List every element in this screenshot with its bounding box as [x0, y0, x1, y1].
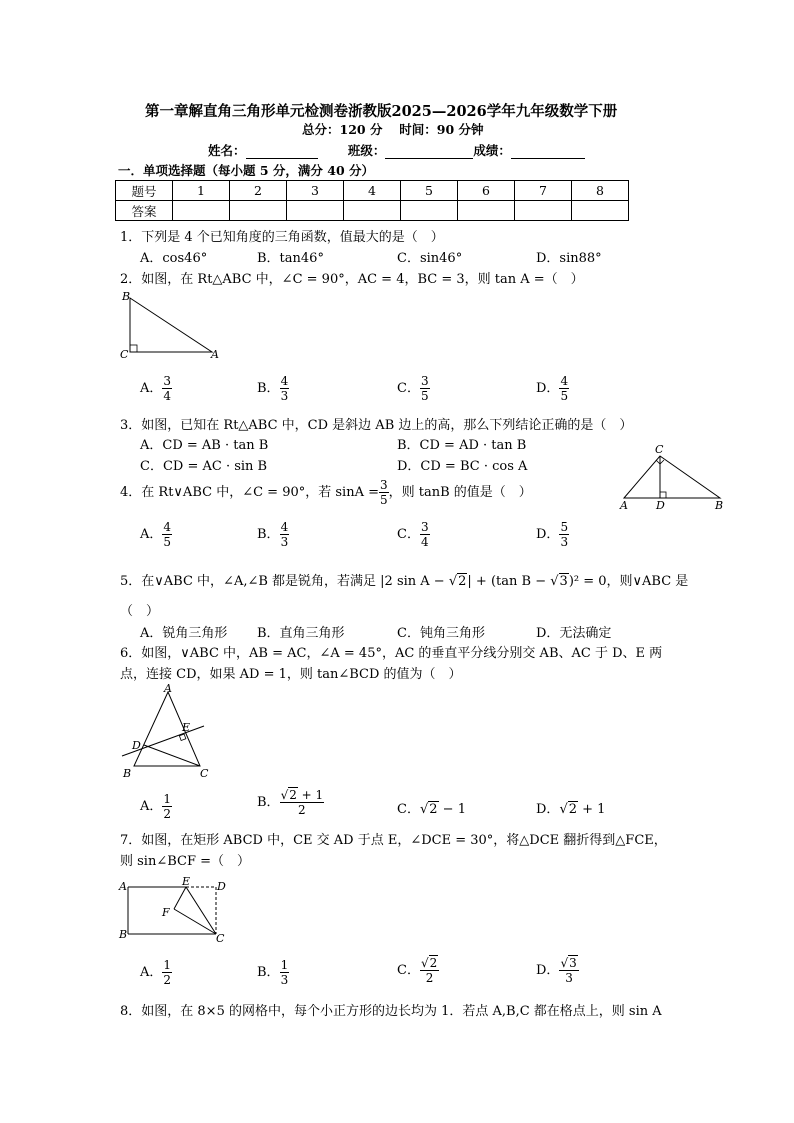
- q2-option-d: D． $\frac{4}{5}$: [536, 374, 569, 403]
- q7-option-a: A． $\frac{1}{2}$: [140, 958, 172, 987]
- q7-rectangle-figure: [116, 876, 232, 946]
- q3-option-d: D．CD = BC · cos A: [397, 459, 528, 474]
- q6-label-c: C: [200, 767, 209, 780]
- q7-label-c: C: [216, 932, 225, 945]
- q6-label-e: E: [182, 721, 191, 734]
- q2-label-b: B: [122, 290, 131, 303]
- q1-option-b: B．tan46°: [257, 251, 324, 266]
- answer-cell[interactable]: [173, 201, 230, 221]
- q2-label-a: A: [211, 348, 219, 361]
- q6-option-a: A． $\frac{1}{2}$: [140, 792, 172, 821]
- question-6-stem-line2: 点，连接 CD，如果 AD = 1，则 tan∠BCD 的值为（ ）: [120, 667, 462, 682]
- q5-option-a: A．锐角三角形: [140, 626, 228, 641]
- table-header: 题号: [116, 181, 173, 201]
- answer-cell[interactable]: [344, 201, 401, 221]
- q7-label-e: E: [182, 876, 191, 888]
- question-6-stem-line1: 6．如图，∨ABC 中，AB = AC，∠A = 45°，AC 的垂直平分线分别交 AB、AC 于 D、E 两: [120, 646, 663, 661]
- answer-table: [115, 180, 629, 221]
- q1-option-c: C．sin46°: [397, 251, 463, 266]
- table-cell: 4: [344, 181, 401, 201]
- student-info: [208, 141, 585, 159]
- score-label: 成绩：: [473, 143, 511, 158]
- q4-option-a: A． $\frac{4}{5}$: [140, 520, 172, 549]
- answer-cell[interactable]: [515, 201, 572, 221]
- q6-label-b: B: [123, 767, 132, 780]
- q3-triangle-figure: [616, 442, 728, 512]
- answer-cell[interactable]: [572, 201, 629, 221]
- q2-option-b: B． $\frac{4}{3}$: [257, 374, 289, 403]
- q1-option-a: A．cos46°: [140, 251, 208, 266]
- q7-option-c: C． $\frac{√2}{2}$: [397, 956, 438, 985]
- answer-cell[interactable]: [458, 201, 515, 221]
- class-label: 班级：: [347, 143, 386, 158]
- q6-triangle-figure: [116, 682, 216, 782]
- answer-cell[interactable]: [230, 201, 287, 221]
- table-cell: 1: [173, 181, 230, 201]
- q7-label-f: F: [162, 906, 170, 919]
- q3-option-b: B．CD = AD · tan B: [397, 438, 527, 453]
- name-label: 姓名：: [208, 143, 246, 158]
- q3-label-d: D: [656, 499, 665, 512]
- table-cell: 5: [401, 181, 458, 201]
- table-cell: 6: [458, 181, 515, 201]
- q5-option-c: C．钝角三角形: [397, 626, 485, 641]
- question-2-stem: 2．如图，在 Rt△ABC 中，∠C = 90°，AC = 4，BC = 3，则 tan A =（ ）: [120, 272, 584, 287]
- table-cell: 2: [230, 181, 287, 201]
- table-cell: 7: [515, 181, 572, 201]
- q5-answer-paren: （ ）: [120, 604, 160, 619]
- q6-label-a: A: [164, 682, 172, 695]
- question-8-stem: 8．如图，在 8×5 的网格中，每个小正方形的边长均为 1．若点 A,B,C 都在格点上，则 sin A: [120, 1004, 662, 1019]
- score-field[interactable]: [511, 146, 585, 159]
- q3-label-b: B: [715, 499, 724, 512]
- table-cell: 3: [287, 181, 344, 201]
- q3-option-a: A．CD = AB · tan B: [140, 438, 269, 453]
- question-5-stem: 5．在∨ABC 中，∠A,∠B 都是锐角，若满足 |2 sin A − √2| + (tan B − √3)² = 0，则∨ABC 是: [120, 574, 689, 589]
- q4-option-b: B． $\frac{4}{3}$: [257, 520, 289, 549]
- q2-option-a: A． $\frac{3}{4}$: [140, 374, 172, 403]
- answer-cell[interactable]: [287, 201, 344, 221]
- section-title: 一．单项选择题（每小题 5 分，满分 40 分）: [118, 163, 375, 178]
- q7-label-d: D: [217, 880, 226, 893]
- class-field[interactable]: [385, 146, 473, 159]
- q2-label-c: C: [120, 348, 129, 361]
- question-7-stem-line1: 7．如图，在矩形 ABCD 中，CE 交 AD 于点 E，∠DCE = 30°，将△DCE 翻折得到△FCE，: [120, 833, 667, 848]
- table-row: [116, 181, 629, 201]
- question-1-stem: 1．下列是 4 个已知角度的三角函数，值最大的是（ ）: [120, 230, 444, 245]
- question-7-stem-line2: 则 sin∠BCF =（ ）: [120, 854, 251, 869]
- q2-option-c: C． $\frac{3}{5}$: [397, 374, 429, 403]
- q4-option-c: C． $\frac{3}{4}$: [397, 520, 429, 549]
- q6-option-c: C．√2 − 1: [397, 802, 466, 817]
- answer-cell[interactable]: [401, 201, 458, 221]
- q7-label-b: B: [119, 928, 128, 941]
- q5-option-b: B．直角三角形: [257, 626, 345, 641]
- q5-option-d: D．无法确定: [536, 626, 612, 641]
- q3-label-a: A: [620, 499, 628, 512]
- table-row: [116, 201, 629, 221]
- table-header: 答案: [116, 201, 173, 221]
- exam-meta: 总分：120 分 时间：90 分钟: [302, 122, 484, 137]
- q6-option-b: B． $\frac{√2 + 1}{2}$: [257, 788, 324, 817]
- q3-option-c: C．CD = AC · sin B: [140, 459, 268, 474]
- q7-option-d: D． $\frac{√3}{3}$: [536, 956, 577, 985]
- q6-option-d: D．√2 + 1: [536, 802, 606, 817]
- q7-label-a: A: [119, 880, 127, 893]
- q4-option-d: D． $\frac{5}{3}$: [536, 520, 569, 549]
- page-title: 第一章解直角三角形单元检测卷浙教版2025—2026学年九年级数学下册: [145, 103, 618, 120]
- name-field[interactable]: [246, 146, 318, 159]
- q3-label-c: C: [655, 443, 664, 456]
- q6-label-d: D: [132, 739, 141, 752]
- q7-option-b: B． $\frac{1}{3}$: [257, 958, 289, 987]
- q2-triangle-figure: [116, 290, 226, 362]
- question-3-stem: 3．如图，已知在 Rt△ABC 中，CD 是斜边 AB 边上的高，那么下列结论正确的是（ ）: [120, 418, 633, 433]
- q1-option-d: D．sin88°: [536, 251, 602, 266]
- question-4-stem: 4．在 Rt∨ABC 中，∠C = 90°，若 sinA = $\frac{3}{5}$ ，则 tanB 的值是（ ）: [120, 478, 532, 507]
- table-cell: 8: [572, 181, 629, 201]
